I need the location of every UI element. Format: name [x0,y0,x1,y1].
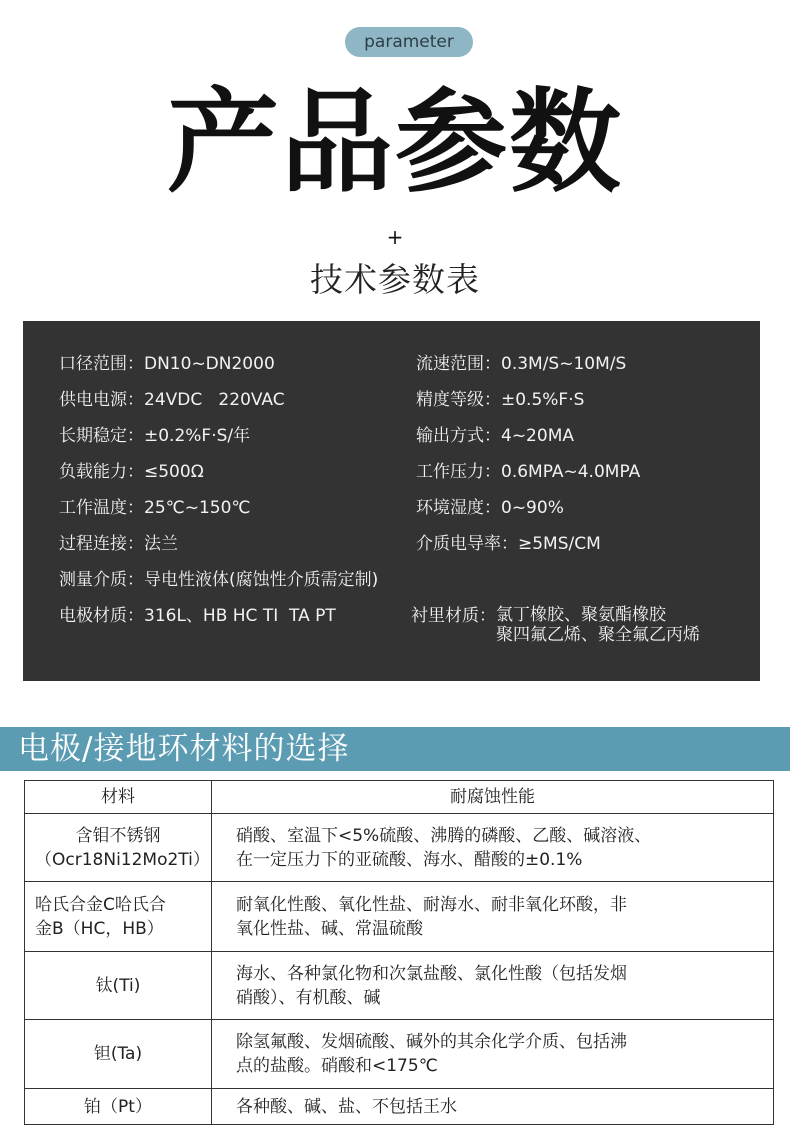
material-table [24,780,774,1125]
spec-key: 工作温度： [59,498,144,518]
spec-caliber [59,353,275,375]
performance-line: 海水、各种氯化物和次氯盐酸、氯化性酸（包括发烟 [236,963,627,984]
material-line: 含钼不锈钢 [75,825,161,846]
spec-electrode-material [59,605,336,627]
spec-key: 测量介质： [59,570,144,590]
spec-key: 输出方式： [416,426,501,446]
material-line: 哈氏合金C哈氏合 [35,894,166,915]
page-title: 产品参数 [167,78,623,208]
spec-stability [59,425,250,447]
performance-cell [212,814,774,882]
spec-accuracy [416,389,584,411]
spec-key: 供电电源： [59,390,144,410]
spec-load [59,461,204,483]
spec-value: ≤500Ω [144,462,204,482]
material-line: 金B（HC，HB） [35,918,164,939]
performance-line: 硝酸）、有机酸、碱 [236,987,381,1008]
material-cell [25,814,212,882]
table-row [25,952,774,1020]
performance-cell [212,1089,774,1125]
plus-sign: + [386,225,404,249]
spec-value: DN10~DN2000 [144,354,275,374]
performance-line: 除氢氟酸、发烟硫酸、碱外的其余化学介质、包括沸 [236,1032,627,1052]
performance-line: 硝酸、室温下<5%硫酸、沸腾的磷酸、乙酸、碱溶液、 [236,825,652,846]
spec-key: 过程连接： [59,534,144,554]
material-cell [25,1020,212,1089]
spec-panel [23,321,760,681]
spec-key: 电极材质： [59,606,144,626]
table-row [25,882,774,952]
spec-key: 介质电导率： [416,534,518,554]
spec-key: 流速范围： [416,354,501,374]
performance-cell [212,1020,774,1089]
spec-value: 导电性液体(腐蚀性介质需定制) [144,570,379,590]
material-line: （Ocr18Ni12Mo2Ti） [35,849,210,870]
spec-key: 长期稳定： [59,426,144,446]
table-row [25,1020,774,1089]
spec-connection [59,533,178,555]
material-cell [25,1089,212,1125]
performance-line: 各种酸、碱、盐、不包括王水 [236,1096,457,1117]
section-header [0,727,790,771]
performance-line: 在一定压力下的亚硫酸、海水、醋酸的±0.1% [236,849,583,870]
spec-lining-material [411,605,751,645]
material-cell [25,882,212,952]
column-header-material: 材料 [25,781,212,814]
spec-value: ≥5MS/CM [518,534,601,554]
spec-humidity [416,497,564,519]
spec-key: 环境湿度： [416,498,501,518]
spec-key: 精度等级： [416,390,501,410]
spec-value: 0~90% [501,498,564,518]
parameter-badge: parameter [345,27,473,57]
performance-line: 点的盐酸。硝酸和<175℃ [236,1056,438,1076]
spec-key: 口径范围： [59,354,144,374]
spec-value: 氯丁橡胶、聚氨酯橡胶 [496,605,666,625]
spec-value: 0.6MPA~4.0MPA [501,462,641,482]
spec-flow-range [416,353,626,375]
spec-value: 4~20MA [501,426,574,446]
spec-value: 316L、HB HC TI TA PT [144,606,336,626]
material-line: 钽(Ta) [93,1044,143,1064]
section-title: 电极/接地环材料的选择 [18,731,350,767]
performance-line: 氧化性盐、碱、常温硫酸 [236,918,423,939]
table-header-row [25,781,774,814]
spec-key: 工作压力： [416,462,501,482]
spec-value: 25℃~150℃ [144,498,251,518]
spec-medium [59,569,378,591]
spec-pressure [416,461,640,483]
spec-temperature [59,497,251,519]
performance-line: 耐氧化性酸、氧化性盐、耐海水、耐非氧化环酸，非 [236,894,627,915]
performance-cell [212,952,774,1020]
page-subtitle: 技术参数表 [310,260,480,299]
spec-value: ±0.2%F·S/年 [144,426,251,446]
spec-key: 负载能力： [59,462,144,482]
material-line: 铂（Pt） [84,1096,152,1117]
spec-output [416,425,574,447]
column-header-performance: 耐腐蚀性能 [212,781,774,814]
table-row [25,814,774,882]
material-cell [25,952,212,1020]
spec-value: ±0.5%F·S [501,390,585,410]
spec-value: 法兰 [144,534,178,554]
spec-key: 衬里材质： [411,606,496,626]
table-row [25,1089,774,1125]
spec-power-supply [59,389,285,411]
material-line: 钛(Ti) [95,975,141,996]
spec-value: 0.3M/S~10M/S [501,354,627,374]
spec-conductivity [416,533,601,555]
spec-value-line2: 聚四氟乙烯、聚全氟乙丙烯 [496,625,700,645]
spec-value: 24VDC 220VAC [144,390,285,410]
performance-cell [212,882,774,952]
